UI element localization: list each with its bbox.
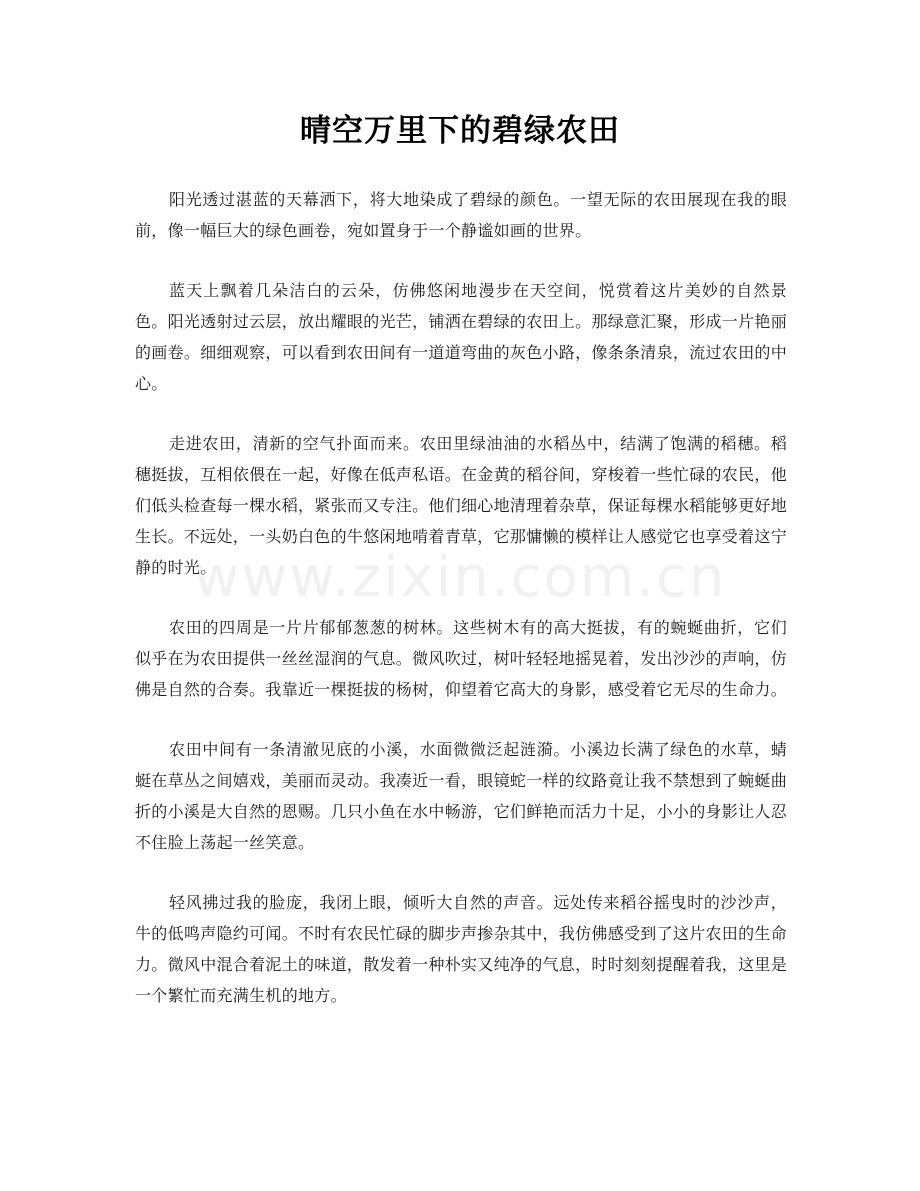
paragraph-3: 走进农田，清新的空气扑面而来。农田里绿油油的水稻丛中，结满了饱满的稻穗。稻穗挺拔，互相依偎在一起，好像在低声私语。在金黄的稻谷间，穿梭着一些忙碌的农民，他们低头检查每一棵水稻，紧张而又专注。他们细心地清理着杂草，保证每棵水稻能够更好地生长。不远处，一头奶白色的牛悠闲地啃着青草，它那慵懒的模样让人感觉它也享受着这宁静的时光。 bbox=[135, 434, 788, 577]
paragraph-1: 阳光透过湛蓝的天幕洒下，将大地染成了碧绿的颜色。一望无际的农田展现在我的眼前，像一幅巨大的绿色画卷，宛如置身于一个静谧如画的世界。 bbox=[135, 190, 787, 240]
paragraph-5: 农田中间有一条清澈见底的小溪，水面微微泛起涟漪。小溪边长满了绿色的水草，蜻蜓在草丛之间嬉戏，美丽而灵动。我凑近一看，眼镜蛇一样的纹路竟让我不禁想到了蜿蜒曲折的小溪是大自然的恩赐。几只小鱼在水中畅游，它们鲜艳而活力十足，小小的身影让人忍不住脸上荡起一丝笑意。 bbox=[135, 740, 788, 852]
paragraph-2: 蓝天上飘着几朵洁白的云朵，仿佛悠闲地漫步在天空间，悦赏着这片美妙的自然景色。阳光透射过云层，放出耀眼的光芒，铺洒在碧绿的农田上。那绿意汇聚，形成一片艳丽的画卷。细细观察，可以看到农田间有一道道弯曲的灰色小路，像条条清泉，流过农田的中心。 bbox=[135, 281, 788, 393]
paragraph-4: 农田的四周是一片片郁郁葱葱的树林。这些树木有的高大挺拔，有的蜿蜒曲折，它们似乎在为农田提供一丝丝湿润的气息。微风吹过，树叶轻轻地摇晃着，发出沙沙的声响，仿佛是自然的合奏。我靠近一棵挺拔的杨树，仰望着它高大的身影，感受着它无尽的生命力。 bbox=[135, 618, 788, 699]
watermark: www.zixin.com.cn bbox=[193, 545, 727, 610]
document-body bbox=[135, 184, 787, 1040]
paragraph-6: 轻风拂过我的脸庞，我闭上眼，倾听大自然的声音。远处传来稻谷摇曳时的沙沙声，牛的低鸣声隐约可闻。不时有农民忙碌的脚步声掺杂其中，我仿佛感受到了这片农田的生命力。微风中混合着泥土的味道，散发着一种朴实又纯净的气息，时时刻刻提醒着我，这里是一个繁忙而充满生机的地方。 bbox=[135, 893, 788, 1005]
document-title: 晴空万里下的碧绿农田 bbox=[300, 113, 620, 149]
